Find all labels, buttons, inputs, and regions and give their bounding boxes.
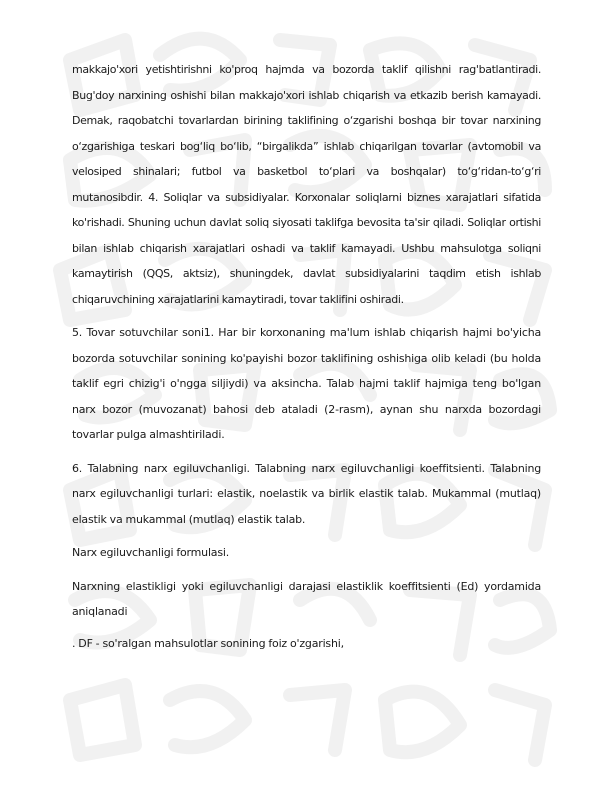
paragraph-elasticity-formula-title: Narx egiluvchanligi formulasi.	[72, 546, 230, 559]
document-page	[72, 57, 541, 664]
paragraph-number-of-sellers: 5. Tovar sotuvchilar soni1. Har bir korxonaning ma'lum ishlab chiqarish hajmi bo'yicha bozorda sotuvchilar sonining ko'payishi bozor taklifining oshishiga olib keladi (bu holda taklif egri chizig'i o'ngga siljiydi) va aksincha. Talab hajmi taklif hajmiga teng bo'lgan narx bozor (muvozanat) bahosi deb ataladi (2-rasm), aynan shu narxda bozordagi tovarlar pulga almashtiriladi.	[72, 326, 541, 441]
paragraph-elasticity-coefficient: Narxning elastikligi yoki egiluvchanligi darajasi elastiklik koeffitsienti (Ed) yordamida aniqlanadi	[72, 579, 541, 618]
paragraph-supply-factors: makkajo'xori yetishtirishni ko'proq hajmda va bozorda taklif qilishni rag'batlantiradi. Bug'doy narxining oshishi bilan makkajo'xori ishlab chiqarish va etkazib berish kamayadi. Demak, raqobatchi tovarlardan birining taklifining o‘zgarishi boshqa bir tovar narxining o‘zgarishiga teskari bog‘liq bo‘lib, “birgalikda” ishlab chiqarilgan tovarlar (avtomobil va velosiped shinalari; futbol va basketbol to‘plari va boshqalar) to‘g‘ridan-to‘g‘ri mutanosibdir. 4. Soliqlar va subsidiyalar. Korxonalar soliqlarni biznes xarajatlari sifatida ko'rishadi. Shuning uchun davlat soliq siyosati taklifga bevosita ta'sir qiladi. Soliqlar ortishi bilan ishlab chiqarish xarajatlari oshadi va taklif kamayadi. Ushbu mahsulotga soliqni kamaytirish (QQS, aktsiz), shuningdek, davlat subsidiyalarini taqdim etish ishlab chiqaruvchining xarajatlarini kamaytiradi, tovar taklifini oshiradi.	[72, 63, 541, 306]
paragraph-df-definition: . DF - so'ralgan mahsulotlar sonining foiz o'zgarishi,	[72, 636, 344, 650]
paragraph-price-elasticity: 6. Talabning narx egiluvchanligi. Talabning narx egiluvchanligi koeffitsienti. Talabning narx egiluvchanligi turlari: elastik, noelastik va birlik elastik talab. Mukammal (mutlaq) elastik va mukammal (mutlaq) elastik talab.	[72, 461, 541, 526]
